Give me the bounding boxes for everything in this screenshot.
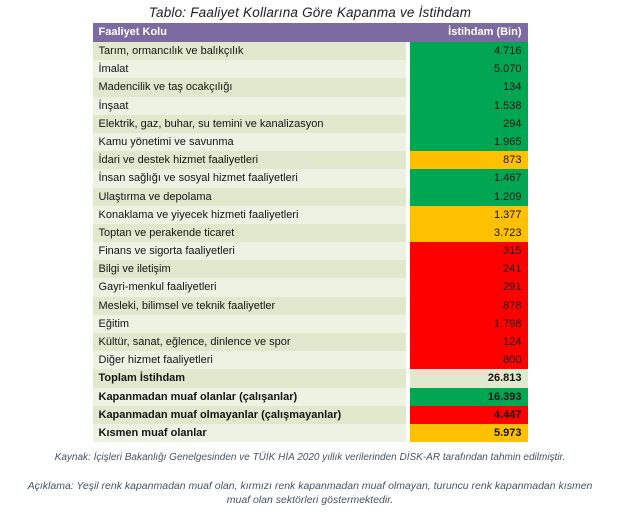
row-label: Toplam İstihdam — [93, 369, 406, 387]
table-row — [93, 206, 528, 224]
row-value: 3.723 — [410, 224, 528, 242]
row-value: 800 — [410, 351, 528, 369]
row-value: 1.538 — [410, 97, 528, 115]
row-value: 26.813 — [410, 369, 528, 387]
row-value: 291 — [410, 278, 528, 296]
row-value: 1.377 — [410, 206, 528, 224]
page — [0, 5, 620, 516]
row-label: Mesleki, bilimsel ve teknik faaliyetler — [93, 297, 406, 315]
row-label: İdari ve destek hizmet faaliyetleri — [93, 151, 406, 169]
column-header-employment: İstihdam (Bin) — [448, 26, 522, 38]
row-label: Kültür, sanat, eğlence, dinlence ve spor — [93, 333, 406, 351]
table-row — [93, 60, 528, 78]
table-row — [93, 169, 528, 187]
table-row — [93, 242, 528, 260]
table-row — [93, 315, 528, 333]
row-value: 878 — [410, 297, 528, 315]
row-label: Madencilik ve taş ocakçılığı — [93, 78, 406, 96]
row-label: İmalat — [93, 60, 406, 78]
table-row — [93, 297, 528, 315]
row-label: Diğer hizmet faaliyetleri — [93, 351, 406, 369]
column-header-activity: Faaliyet Kolu — [98, 26, 167, 38]
table-row — [93, 351, 528, 369]
employment-table — [93, 23, 528, 442]
row-label: İnşaat — [93, 97, 406, 115]
row-value: 4.716 — [410, 42, 528, 60]
row-label: Konaklama ve yiyecek hizmeti faaliyetleri — [93, 206, 406, 224]
table-row — [93, 78, 528, 96]
row-value: 5.070 — [410, 60, 528, 78]
row-label: Kamu yönetimi ve savunma — [93, 133, 406, 151]
row-value: 1.965 — [410, 133, 528, 151]
table-row — [93, 115, 528, 133]
row-value: 124 — [410, 333, 528, 351]
table-row — [93, 278, 528, 296]
row-label: Toptan ve perakende ticaret — [93, 224, 406, 242]
table-row — [93, 369, 528, 387]
row-value: 294 — [410, 115, 528, 133]
row-label: Bilgi ve iletişim — [93, 260, 406, 278]
row-label: Ulaştırma ve depolama — [93, 188, 406, 206]
table-title: Tablo: Faaliyet Kollarına Göre Kapanma ve İstihdam — [148, 5, 472, 20]
table-row — [93, 133, 528, 151]
row-label: Finans ve sigorta faaliyetleri — [93, 242, 406, 260]
table-row — [93, 42, 528, 60]
table-row — [93, 333, 528, 351]
row-label: İnsan sağlığı ve sosyal hizmet faaliyetleri — [93, 169, 406, 187]
table-row — [93, 151, 528, 169]
row-label: Eğitim — [93, 315, 406, 333]
table-row — [93, 406, 528, 424]
row-label: Kısmen muaf olanlar — [93, 424, 406, 442]
row-label: Tarım, ormancılık ve balıkçılık — [93, 42, 406, 60]
row-label: Kapanmadan muaf olanlar (çalışanlar) — [93, 388, 406, 406]
row-value: 1.798 — [410, 315, 528, 333]
table-row — [93, 97, 528, 115]
row-label: Kapanmadan muaf olmayanlar (çalışmayanlar) — [93, 406, 406, 424]
table-header-row — [93, 23, 528, 42]
row-value: 315 — [410, 242, 528, 260]
source-note: Kaynak: İçişleri Bakanlığı Genelgesinden ve TÜİK HİA 2020 yıllık verilerinden DİSK-AR tarafından tahmin edilmiştir. — [54, 452, 566, 464]
table-row — [93, 224, 528, 242]
table-row — [93, 388, 528, 406]
row-value: 4.447 — [410, 406, 528, 424]
row-value: 1.209 — [410, 188, 528, 206]
row-value: 873 — [410, 151, 528, 169]
row-value: 134 — [410, 78, 528, 96]
row-label: Gayri-menkul faaliyetleri — [93, 278, 406, 296]
table-row — [93, 424, 528, 442]
row-value: 16.393 — [410, 388, 528, 406]
row-value: 5.973 — [410, 424, 528, 442]
row-value: 1.467 — [410, 169, 528, 187]
table-row — [93, 188, 528, 206]
table-row — [93, 260, 528, 278]
explanation-note: Açıklama: Yeşil renk kapanmadan muaf olan, kırmızı renk kapanmadan muaf olmayan, turuncu renk kapanmadan kısmen muaf olan sektörleri göstermektedir. — [27, 480, 593, 507]
table-body — [93, 42, 528, 442]
row-label: Elektrik, gaz, buhar, su temini ve kanalizasyon — [93, 115, 406, 133]
row-value: 241 — [410, 260, 528, 278]
